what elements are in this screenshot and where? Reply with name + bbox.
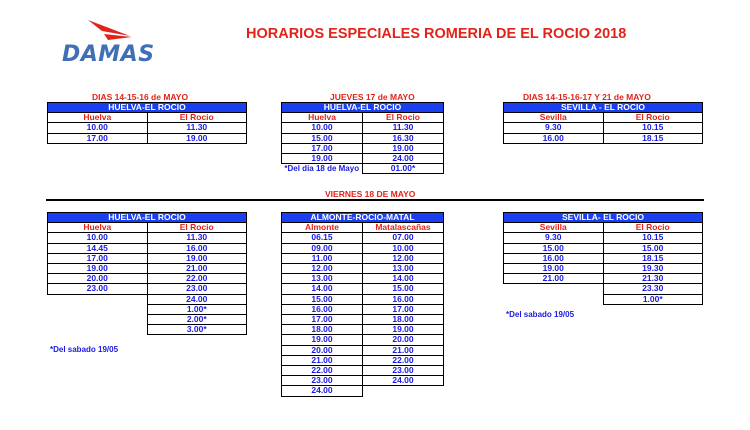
table-cell: 16.00	[504, 253, 604, 263]
table-cell: 16.00	[282, 304, 363, 314]
table-cell-empty	[48, 315, 148, 325]
table-row	[48, 294, 247, 304]
column-header: El Rocio	[603, 113, 703, 123]
table-cell: 19.00	[363, 325, 444, 335]
table-cell: 24.00	[363, 154, 444, 164]
table-row	[282, 264, 444, 274]
column-header: El Rocio	[363, 113, 444, 123]
table-cell: 09.00	[282, 243, 363, 253]
table-cell: 23.00	[147, 284, 247, 294]
table-row	[282, 315, 444, 325]
table-cell: 17.00	[363, 304, 444, 314]
table-row	[282, 233, 444, 243]
table-cell: 10.00	[363, 243, 444, 253]
schedule-table-almonte-matalascanas	[281, 212, 444, 397]
table-cell: 16.00	[504, 133, 604, 143]
table-cell: 19.00	[147, 133, 247, 143]
table-cell-empty	[504, 284, 604, 294]
column-header: El Rocio	[147, 113, 247, 123]
table-cell: 3.00*	[147, 325, 247, 335]
table-row	[504, 264, 703, 274]
table-cell: 12.00	[363, 253, 444, 263]
table-cell: 9.30	[504, 123, 604, 133]
table-cell: 15.00	[282, 133, 363, 143]
table-cell: 19.00	[363, 143, 444, 153]
column-header: Huelva	[282, 113, 363, 123]
table-header: ALMONTE-ROCIO-MATAL	[282, 213, 444, 223]
table-row	[48, 264, 247, 274]
column-header: Matalascañas	[363, 223, 444, 233]
table-row	[282, 243, 444, 253]
table-row	[48, 325, 247, 335]
table-cell: 16.30	[363, 133, 444, 143]
table-cell: 24.00	[282, 386, 363, 396]
table-row	[504, 133, 703, 143]
footnote-sabado: *Del sabado 19/05	[50, 345, 119, 354]
table-row	[282, 154, 444, 164]
table-cell: 16.00	[147, 243, 247, 253]
table-cell: 15.00	[282, 294, 363, 304]
section-label-top-mid: JUEVES 17 de MAYO	[330, 92, 415, 102]
table-row	[282, 294, 444, 304]
table-row	[282, 345, 444, 355]
table-cell: 21.00	[363, 345, 444, 355]
table-row	[48, 243, 247, 253]
table-cell: 13.00	[363, 264, 444, 274]
table-cell: 07.00	[363, 233, 444, 243]
table-row	[282, 386, 444, 396]
table-cell: 10.15	[603, 123, 703, 133]
schedule-table-huelva-rocio-18	[47, 212, 247, 335]
table-row	[282, 335, 444, 345]
schedule-table-huelva-rocio-17	[281, 102, 444, 174]
table-cell: 10.15	[603, 233, 703, 243]
table-cell: 22.00	[147, 274, 247, 284]
table-cell: 20.00	[48, 274, 148, 284]
table-cell: 11.30	[147, 233, 247, 243]
table-row	[48, 123, 247, 133]
table-cell: 19.00	[282, 335, 363, 345]
table-row	[48, 274, 247, 284]
table-row	[48, 304, 247, 314]
table-cell: 24.00	[147, 294, 247, 304]
column-header: Sevilla	[504, 113, 604, 123]
damas-logo	[62, 18, 162, 68]
table-cell: 23.00	[282, 376, 363, 386]
schedule-table-sevilla-rocio-14-21	[503, 102, 703, 144]
table-cell: 06.15	[282, 233, 363, 243]
table-cell: 10.00	[48, 233, 148, 243]
table-cell: 11.30	[147, 123, 247, 133]
table-row	[48, 133, 247, 143]
table-cell: 18.00	[282, 325, 363, 335]
table-cell: 21.00	[282, 355, 363, 365]
schedule-table-sevilla-rocio-18	[503, 212, 703, 305]
section-divider	[46, 199, 704, 201]
table-row	[282, 274, 444, 284]
column-header: Huelva	[48, 223, 148, 233]
table-cell-empty	[363, 386, 444, 396]
section-label-top-right: DIAS 14-15-16-17 Y 21 de MAYO	[523, 92, 651, 102]
table-cell: 17.00	[48, 133, 148, 143]
table-cell: 24.00	[363, 376, 444, 386]
table-cell: 10.00	[48, 123, 148, 133]
table-cell: 14.00	[282, 284, 363, 294]
table-cell: 2.00*	[147, 315, 247, 325]
column-header: El Rocio	[603, 223, 703, 233]
table-cell: 18.00	[363, 315, 444, 325]
table-cell: 9.30	[504, 233, 604, 243]
table-cell-empty	[48, 325, 148, 335]
table-row	[504, 284, 703, 294]
table-cell: 19.00	[147, 253, 247, 263]
table-row	[282, 253, 444, 263]
extra-note: *Del dia 18 de Mayo	[284, 164, 360, 174]
table-cell: 21.30	[603, 274, 703, 284]
table-cell: 22.00	[363, 355, 444, 365]
column-header: Almonte	[282, 223, 363, 233]
table-row	[504, 243, 703, 253]
table-row	[282, 133, 444, 143]
table-cell: 18.15	[603, 133, 703, 143]
table-cell-empty	[504, 294, 604, 304]
bird-logo-icon	[86, 18, 138, 44]
column-header: El Rocio	[147, 223, 247, 233]
section-label-viernes: VIERNES 18 DE MAYO	[325, 189, 416, 199]
table-row	[282, 366, 444, 376]
table-cell: 1.00*	[603, 294, 703, 304]
table-cell: 10.00	[282, 123, 363, 133]
table-cell: 19.00	[48, 264, 148, 274]
table-header: SEVILLA- EL ROCIO	[504, 213, 703, 223]
table-row	[48, 315, 247, 325]
table-row	[282, 284, 444, 294]
table-cell: 14.45	[48, 243, 148, 253]
table-header: SEVILLA - EL ROCIO	[504, 103, 703, 113]
page-title: HORARIOS ESPECIALES ROMERIA DE EL ROCIO 2018	[246, 26, 627, 42]
table-row	[504, 233, 703, 243]
table-row	[282, 376, 444, 386]
table-row	[282, 304, 444, 314]
table-cell: 21.00	[147, 264, 247, 274]
logo-text: DAMAS	[62, 42, 155, 67]
table-cell: 15.00	[363, 284, 444, 294]
table-cell-empty	[48, 304, 148, 314]
column-header: Sevilla	[504, 223, 604, 233]
table-cell: 20.00	[363, 335, 444, 345]
table-row	[504, 294, 703, 304]
table-row	[48, 253, 247, 263]
table-cell: 21.00	[504, 274, 604, 284]
schedule-table-huelva-rocio-14-16	[47, 102, 247, 144]
table-cell: 16.00	[363, 294, 444, 304]
table-cell: 23.00	[363, 366, 444, 376]
table-cell: 1.00*	[147, 304, 247, 314]
table-cell: 17.00	[48, 253, 148, 263]
table-cell: 18.15	[603, 253, 703, 263]
table-cell-empty	[48, 294, 148, 304]
table-cell: 19.00	[504, 264, 604, 274]
table-cell: 23.30	[603, 284, 703, 294]
table-row	[48, 233, 247, 243]
footnote-sabado: *Del sabado 19/05	[506, 310, 575, 319]
table-row	[282, 325, 444, 335]
table-cell: 11.30	[363, 123, 444, 133]
table-cell: 20.00	[282, 345, 363, 355]
table-cell: 14.00	[363, 274, 444, 284]
table-cell: 23.00	[48, 284, 148, 294]
table-cell: 17.00	[282, 315, 363, 325]
table-cell: 19.00	[282, 154, 363, 164]
table-row	[504, 274, 703, 284]
table-cell: 13.00	[282, 274, 363, 284]
table-header: HUELVA-EL ROCIO	[48, 213, 247, 223]
table-cell: 15.00	[504, 243, 604, 253]
table-header: HUELVA-EL ROCIO	[282, 103, 444, 113]
table-cell: 12.00	[282, 264, 363, 274]
section-label-top-left: DIAS 14-15-16 de MAYO	[92, 92, 189, 102]
table-row	[282, 355, 444, 365]
table-cell: 17.00	[282, 143, 363, 153]
table-row	[282, 143, 444, 153]
table-row	[48, 284, 247, 294]
table-row	[282, 164, 444, 174]
table-cell: 11.00	[282, 253, 363, 263]
table-row	[282, 123, 444, 133]
column-header: Huelva	[48, 113, 148, 123]
table-row	[504, 123, 703, 133]
table-header: HUELVA-EL ROCIO	[48, 103, 247, 113]
table-cell: 15.00	[603, 243, 703, 253]
table-cell: 22.00	[282, 366, 363, 376]
table-row	[504, 253, 703, 263]
table-cell: 19.30	[603, 264, 703, 274]
table-cell: 01.00*	[363, 164, 444, 174]
